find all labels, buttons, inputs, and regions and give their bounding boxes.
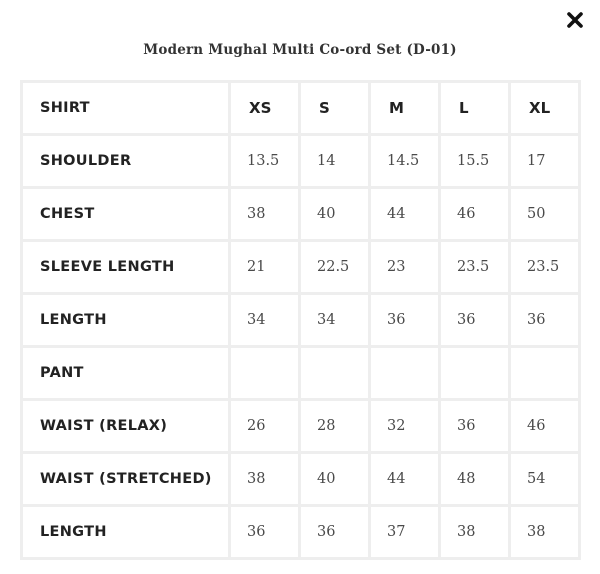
measurement-cell: 38	[231, 189, 298, 239]
measurement-cell: 32	[371, 401, 438, 451]
measurement-cell: 23.5	[441, 242, 508, 292]
row-label: WAIST (STRETCHED)	[23, 454, 228, 504]
measurement-cell: 13.5	[231, 136, 298, 186]
measurement-cell: 34	[231, 295, 298, 345]
row-label: LENGTH	[23, 507, 228, 557]
measurement-cell: 22.5	[301, 242, 368, 292]
header-cell: XL	[511, 83, 578, 133]
measurement-cell: 23	[371, 242, 438, 292]
table-row	[23, 454, 578, 504]
measurement-cell: 34	[301, 295, 368, 345]
measurement-cell: 14	[301, 136, 368, 186]
row-label: LENGTH	[23, 295, 228, 345]
measurement-cell: 40	[301, 454, 368, 504]
measurement-cell: 54	[511, 454, 578, 504]
measurement-cell	[441, 348, 508, 398]
measurement-cell: 38	[231, 454, 298, 504]
measurement-cell: 21	[231, 242, 298, 292]
measurement-cell	[301, 348, 368, 398]
table-header-row	[23, 83, 578, 133]
measurement-cell: 36	[441, 295, 508, 345]
row-label: WAIST (RELAX)	[23, 401, 228, 451]
measurement-cell: 14.5	[371, 136, 438, 186]
table-row	[23, 507, 578, 557]
measurement-cell: 36	[511, 295, 578, 345]
table-row	[23, 295, 578, 345]
measurement-cell: 36	[371, 295, 438, 345]
measurement-cell: 50	[511, 189, 578, 239]
table-row	[23, 189, 578, 239]
measurement-cell: 38	[441, 507, 508, 557]
measurement-cell: 44	[371, 454, 438, 504]
measurement-cell: 15.5	[441, 136, 508, 186]
table-row	[23, 242, 578, 292]
measurement-cell: 28	[301, 401, 368, 451]
row-label: SHOULDER	[23, 136, 228, 186]
header-cell: M	[371, 83, 438, 133]
measurement-cell	[371, 348, 438, 398]
measurement-cell	[511, 348, 578, 398]
measurement-cell: 17	[511, 136, 578, 186]
header-cell: XS	[231, 83, 298, 133]
measurement-cell: 26	[231, 401, 298, 451]
row-label: CHEST	[23, 189, 228, 239]
row-label: SLEEVE LENGTH	[23, 242, 228, 292]
table-row	[23, 136, 578, 186]
size-chart-table	[20, 80, 581, 560]
close-icon	[565, 10, 585, 30]
modal-title: Modern Mughal Multi Co-ord Set (D-01)	[143, 42, 457, 58]
measurement-cell: 36	[441, 401, 508, 451]
header-cell: L	[441, 83, 508, 133]
table-row	[23, 348, 578, 398]
measurement-cell: 44	[371, 189, 438, 239]
measurement-cell	[231, 348, 298, 398]
measurement-cell: 48	[441, 454, 508, 504]
header-cell: S	[301, 83, 368, 133]
table-row	[23, 401, 578, 451]
measurement-cell: 36	[231, 507, 298, 557]
measurement-cell: 46	[511, 401, 578, 451]
measurement-cell: 46	[441, 189, 508, 239]
close-button[interactable]	[565, 10, 585, 30]
measurement-cell: 23.5	[511, 242, 578, 292]
row-label: PANT	[23, 348, 228, 398]
measurement-cell: 40	[301, 189, 368, 239]
measurement-cell: 36	[301, 507, 368, 557]
measurement-cell: 38	[511, 507, 578, 557]
header-cell: SHIRT	[23, 83, 228, 133]
measurement-cell: 37	[371, 507, 438, 557]
